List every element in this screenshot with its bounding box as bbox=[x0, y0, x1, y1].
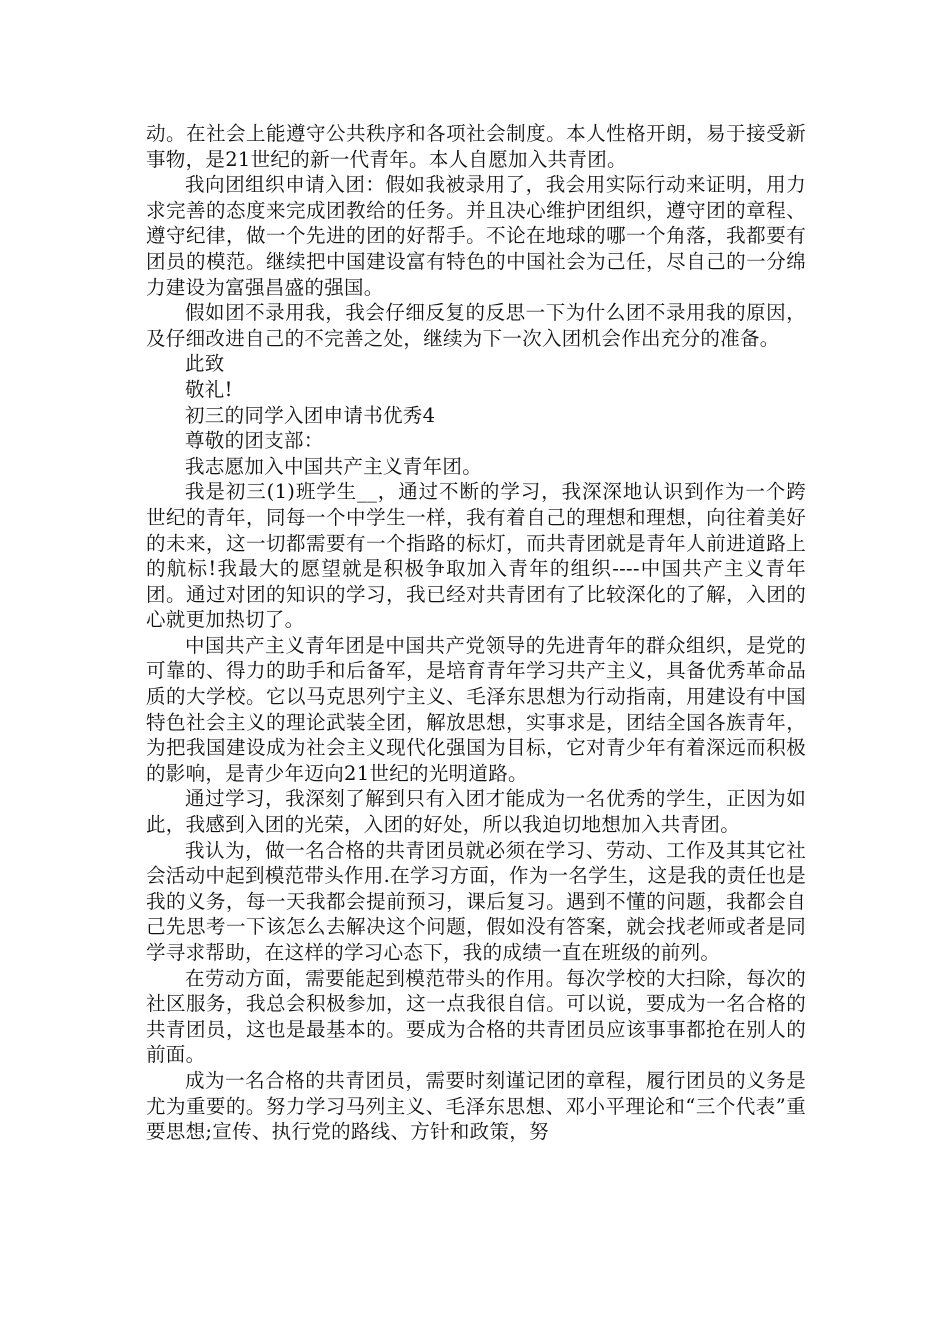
paragraph-2: 我向团组织申请入团：假如我被录用了，我会用实际行动来证明，用力求完善的态度来完成团教给的任务。并且决心维护团组织，遵守团的章程、遵守纪律，做一个先进的团的好帮手。不论在地球的哪一个角落，我都要有团员的模范。继续把中国建设富有特色的中国社会为己任，尽自己的一分绵力建设为富强昌盛的强国。 bbox=[146, 173, 806, 299]
section-title: 初三的同学入团申请书优秀4 bbox=[185, 403, 436, 427]
closing-regards: 敬礼! bbox=[185, 377, 233, 401]
paragraph-12: 我认为，做一名合格的共青团员就必须在学习、劳动、工作及其其它社会活动中起到模范带头作用.在学习方面，作为一名学生，这是我的责任也是我的义务，每一天我都会提前预习，课后复习。遇到不懂的问题，我都会自己先思考一下该怎么去解决这个问题，假如没有答案，就会找老师或者是同学寻求帮助，在这样的学习心态下，我的成绩一直在班级的前列。 bbox=[146, 838, 806, 964]
paragraph-11: 通过学习，我深刻了解到只有入团才能成为一名优秀的学生，正因为如此，我感到入团的光荣，入团的好处，所以我迫切地想加入共青团。 bbox=[146, 787, 806, 837]
paragraph-14: 成为一名合格的共青团员，需要时刻谨记团的章程，履行团员的义务是尤为重要的。努力学习马列主义、毛泽东思想、邓小平理论和“三个代表”重要思想;宣传、执行党的路线、方针和政策，努 bbox=[146, 1068, 806, 1144]
closing-salutation: 此致 bbox=[185, 352, 225, 376]
paragraph-9: 我是初三(1)班学生__，通过不断的学习，我深深地认识到作为一个跨世纪的青年，同每一个中学生一样，我有着自己的理想和理想，向往着美好的未来，这一切都需要有一个指路的标灯，而共青团就是青年人前进道路上的航标!我最大的愿望就是积极争取加入青年的组织----中国共产主义青年团。通过对团的知识的学习，我已经对共青团有了比较深化的了解，入团的心就更加热切了。 bbox=[146, 480, 806, 632]
paragraph-3: 假如团不录用我，我会仔细反复的反思一下为什么团不录用我的原因，及仔细改进自己的不完善之处，继续为下一次入团机会作出充分的准备。 bbox=[146, 301, 806, 350]
paragraph-10: 中国共产主义青年团是中国共产党领导的先进青年的群众组织，是党的可靠的、得力的助手和后备军，是培育青年学习共产主义，具备优秀革命品质的大学校。它以马克思列宁主义、毛泽东思想为行动指南，用建设有中国特色社会主义的理论武装全团，解放思想，实事求是，团结全国各族青年，为把我国建设成为社会主义现代化强国为目标，它对青少年有着深远而积极的影响，是青少年迈向21世纪的光明道路。 bbox=[146, 633, 806, 785]
paragraph-13: 在劳动方面，需要能起到模范带头的作用。每次学校的大扫除，每次的社区服务，我总会积极参加，这一点我很自信。可以说，要成为一名合格的共青团员，这也是最基本的。要成为合格的共青团员应该事事都抢在别人的前面。 bbox=[146, 966, 806, 1067]
document-page bbox=[146, 121, 806, 1145]
paragraph-8: 我志愿加入中国共产主义青年团。 bbox=[185, 454, 483, 478]
letter-greeting: 尊敬的团支部： bbox=[185, 429, 324, 453]
paragraph-1: 动。在社会上能遵守公共秩序和各项社会制度。本人性格开朗，易于接受新事物，是21世纪的新一代青年。本人自愿加入共青团。 bbox=[146, 122, 806, 171]
